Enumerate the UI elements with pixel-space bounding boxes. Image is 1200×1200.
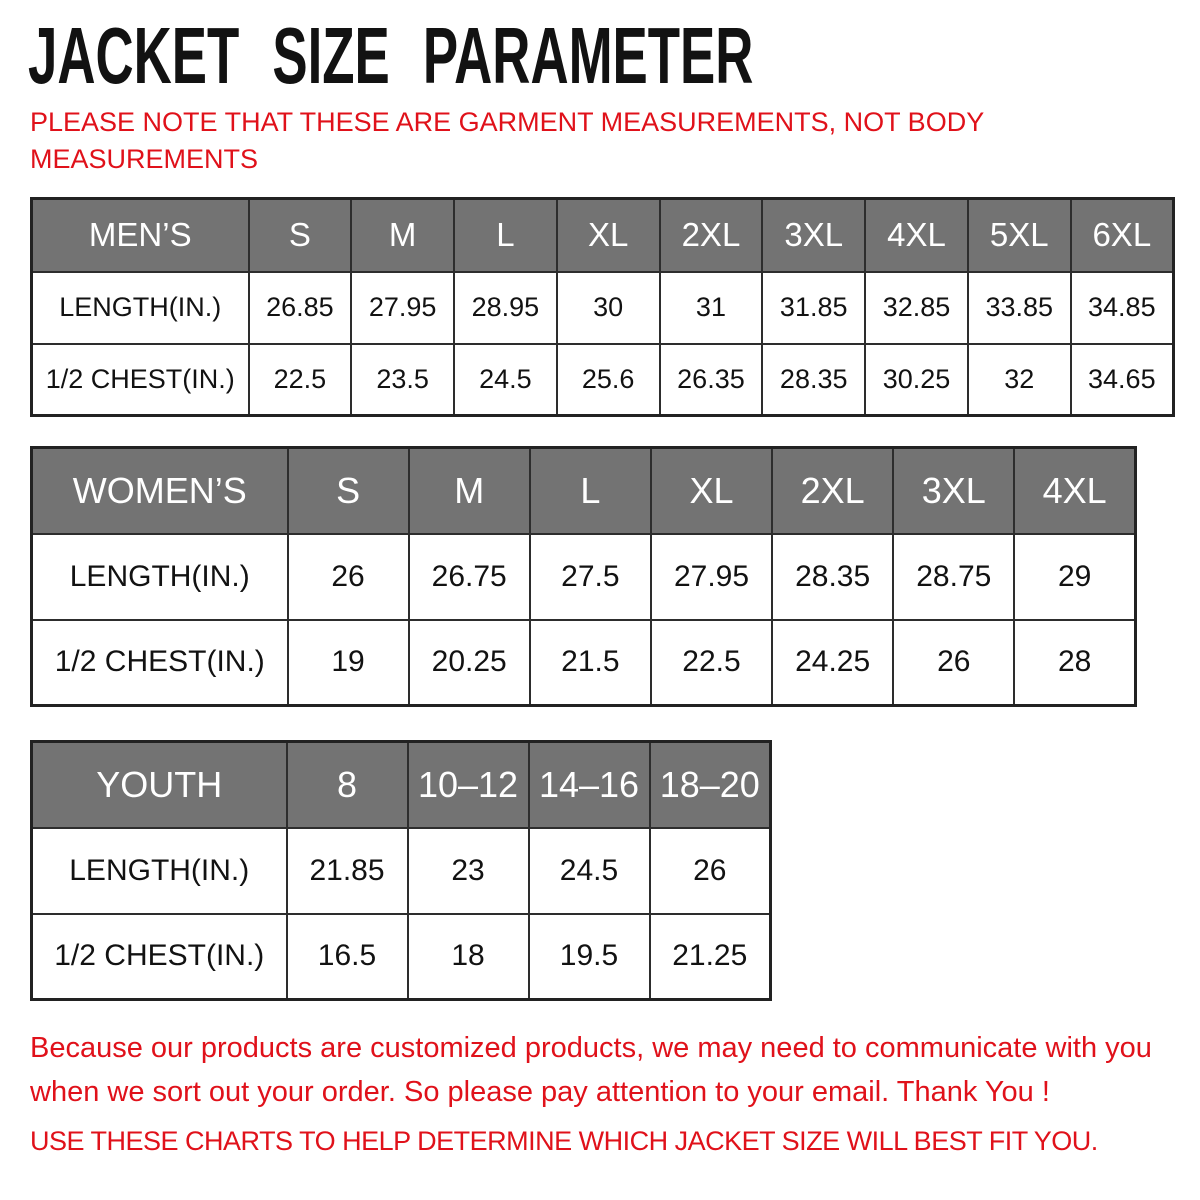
value-cell: 20.25 [409, 620, 530, 706]
value-cell: 29 [1014, 534, 1135, 620]
size-header-cell: 4XL [865, 199, 968, 272]
size-header-cell: 6XL [1071, 199, 1174, 272]
value-cell: 32.85 [865, 272, 968, 344]
value-cell: 27.5 [530, 534, 651, 620]
row-label-cell: 1/2 CHEST(IN.) [32, 344, 249, 416]
group-title-cell: MEN’S [32, 199, 249, 272]
value-cell: 28.35 [772, 534, 893, 620]
value-cell: 22.5 [249, 344, 352, 416]
size-header-cell: L [530, 448, 651, 534]
header-row [32, 448, 1136, 534]
measurement-row [32, 534, 1136, 620]
size-header-cell: 14–16 [529, 742, 650, 828]
value-cell: 31.85 [762, 272, 865, 344]
size-header-cell: XL [557, 199, 660, 272]
row-label-cell: LENGTH(IN.) [32, 828, 287, 914]
youth-size-table [30, 740, 772, 1001]
size-header-cell: 10–12 [408, 742, 529, 828]
value-cell: 28.95 [454, 272, 557, 344]
value-cell: 30.25 [865, 344, 968, 416]
value-cell: 28.35 [762, 344, 865, 416]
value-cell: 25.6 [557, 344, 660, 416]
group-title-cell: WOMEN’S [32, 448, 288, 534]
value-cell: 16.5 [287, 914, 408, 1000]
customization-notice: Because our products are customized products, we may need to communicate with you when we sort out your order. So please pay attention to your email. Thank You ! [30, 1032, 1152, 1108]
mens-size-table [30, 197, 1175, 417]
size-header-cell: 18–20 [650, 742, 771, 828]
measurement-row [32, 914, 771, 1000]
value-cell: 27.95 [651, 534, 772, 620]
value-cell: 34.65 [1071, 344, 1174, 416]
value-cell: 22.5 [651, 620, 772, 706]
value-cell: 19.5 [529, 914, 650, 1000]
row-label-cell: 1/2 CHEST(IN.) [32, 620, 288, 706]
size-header-cell: 2XL [772, 448, 893, 534]
size-header-cell: 2XL [660, 199, 763, 272]
value-cell: 30 [557, 272, 660, 344]
value-cell: 26 [288, 534, 409, 620]
size-header-cell: 4XL [1014, 448, 1135, 534]
size-header-cell: M [351, 199, 454, 272]
size-header-cell: S [249, 199, 352, 272]
value-cell: 21.5 [530, 620, 651, 706]
row-label-cell: 1/2 CHEST(IN.) [32, 914, 287, 1000]
group-title-cell: YOUTH [32, 742, 287, 828]
value-cell: 32 [968, 344, 1071, 416]
garment-measurement-note: PLEASE NOTE THAT THESE ARE GARMENT MEASUREMENTS, NOT BODY MEASUREMENTS [30, 107, 984, 174]
value-cell: 26.75 [409, 534, 530, 620]
value-cell: 26 [650, 828, 771, 914]
value-cell: 34.85 [1071, 272, 1174, 344]
value-cell: 28.75 [893, 534, 1014, 620]
value-cell: 26 [893, 620, 1014, 706]
value-cell: 26.35 [660, 344, 763, 416]
value-cell: 24.25 [772, 620, 893, 706]
value-cell: 18 [408, 914, 529, 1000]
value-cell: 31 [660, 272, 763, 344]
value-cell: 24.5 [454, 344, 557, 416]
value-cell: 23.5 [351, 344, 454, 416]
size-header-cell: M [409, 448, 530, 534]
row-label-cell: LENGTH(IN.) [32, 534, 288, 620]
value-cell: 24.5 [529, 828, 650, 914]
row-label-cell: LENGTH(IN.) [32, 272, 249, 344]
size-header-cell: 3XL [762, 199, 865, 272]
value-cell: 26.85 [249, 272, 352, 344]
size-header-cell: 3XL [893, 448, 1014, 534]
header-row [32, 199, 1174, 272]
value-cell: 21.85 [287, 828, 408, 914]
value-cell: 21.25 [650, 914, 771, 1000]
value-cell: 28 [1014, 620, 1135, 706]
value-cell: 19 [288, 620, 409, 706]
value-cell: 27.95 [351, 272, 454, 344]
header-row [32, 742, 771, 828]
size-header-cell: S [288, 448, 409, 534]
measurement-row [32, 272, 1174, 344]
measurement-row [32, 344, 1174, 416]
size-header-cell: L [454, 199, 557, 272]
value-cell: 23 [408, 828, 529, 914]
page-title: JACKET SIZE PARAMETER [28, 11, 754, 100]
value-cell: 33.85 [968, 272, 1071, 344]
size-header-cell: 5XL [968, 199, 1071, 272]
womens-size-table [30, 446, 1137, 707]
size-header-cell: 8 [287, 742, 408, 828]
size-header-cell: XL [651, 448, 772, 534]
fit-advice-line: USE THESE CHARTS TO HELP DETERMINE WHICH JACKET SIZE WILL BEST FIT YOU. [30, 1126, 1098, 1156]
measurement-row [32, 828, 771, 914]
measurement-row [32, 620, 1136, 706]
